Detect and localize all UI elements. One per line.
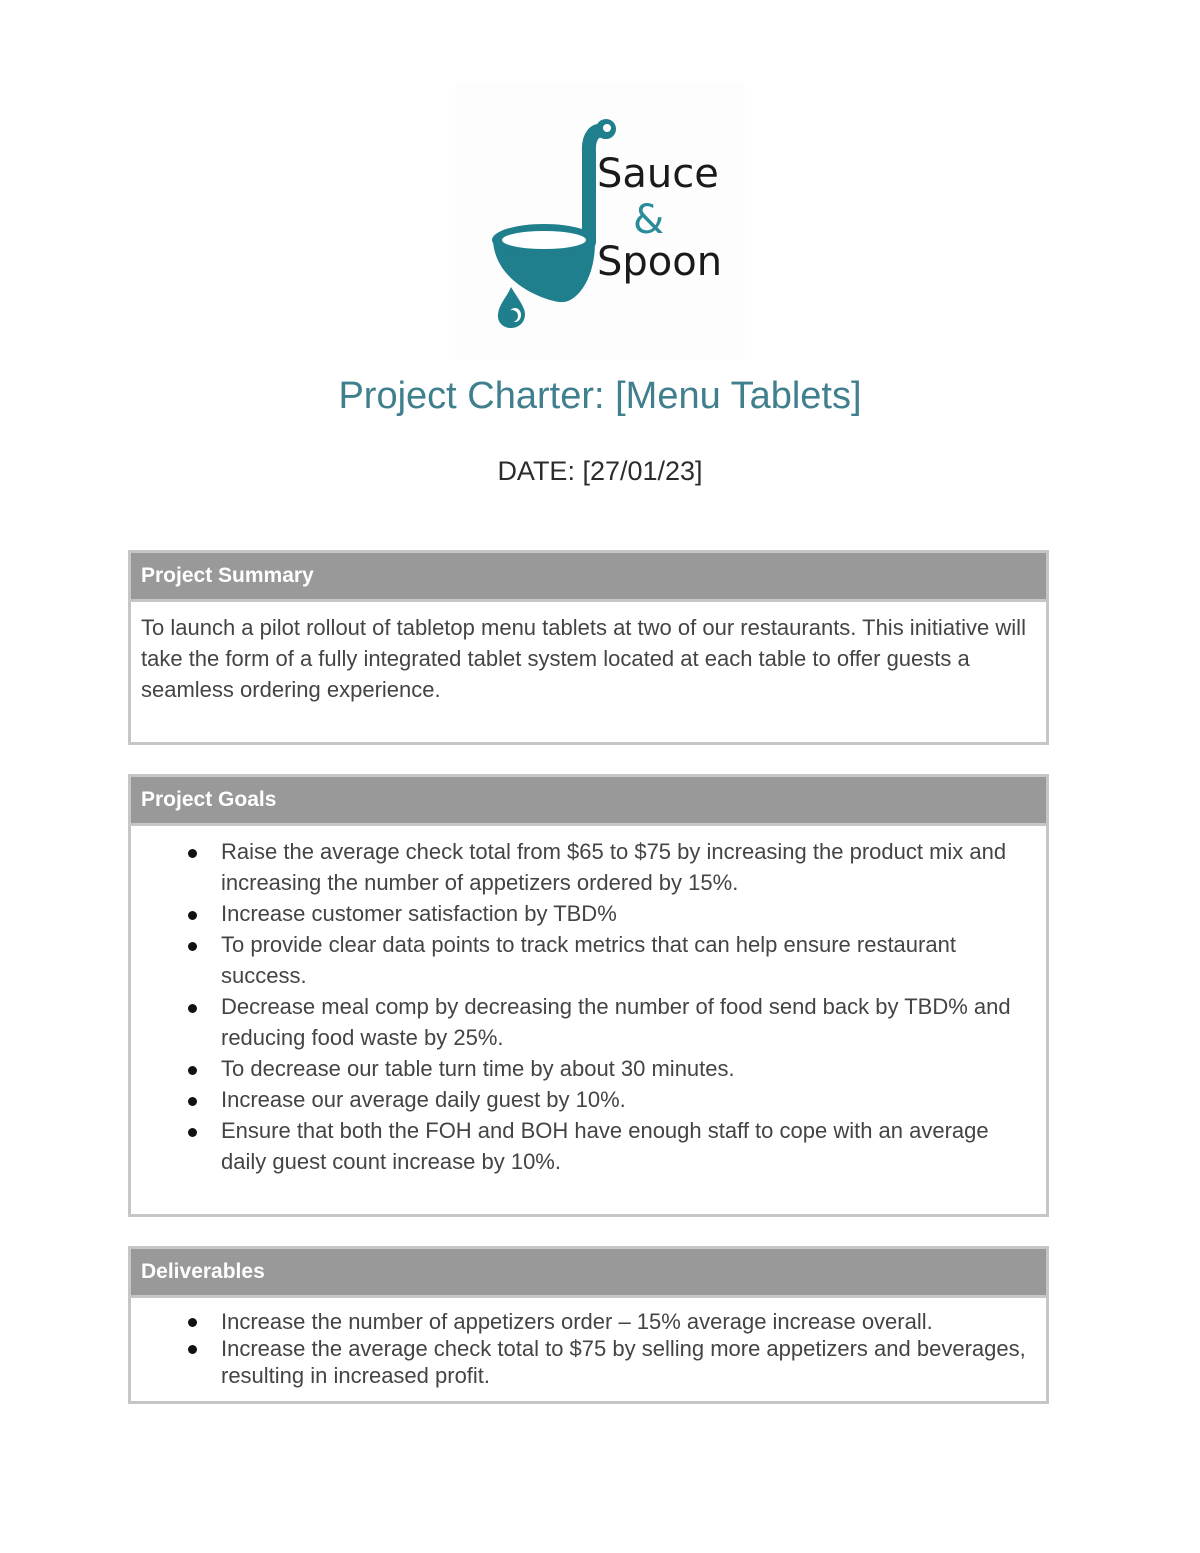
project-summary-text: To launch a pilot rollout of tabletop menu tablets at two of our restaurants. This initiative will take the form of a fully integrated tablet system located at each table to offer guests a seamless ordering experience. [141,615,1026,702]
project-summary-body [131,602,1046,715]
sauce-and-spoon-logo [455,82,745,360]
bullet-icon [188,1097,197,1106]
bullet-icon [188,849,197,858]
project-goals-section [128,774,1049,1217]
bullet-icon [188,942,197,951]
ladle-icon [455,82,745,360]
list-item: Decrease meal comp by decreasing the number of food send back by TBD% and reducing food waste by 25%. [221,991,1036,1053]
bullet-icon [188,911,197,920]
bullet-icon [188,1004,197,1013]
logo-line-spoon: Spoon [597,239,723,285]
bullet-icon [188,1066,197,1075]
list-item: Increase the average check total to $75 by selling more appetizers and beverages, resulting in increased profit. [221,1335,1036,1389]
project-goals-body [131,826,1046,1187]
bullet-icon [188,1128,197,1137]
project-goals-header: Project Goals [131,777,1046,826]
logo-ampersand: & [633,197,665,243]
project-summary-header: Project Summary [131,553,1046,602]
list-item: Ensure that both the FOH and BOH have enough staff to cope with an average daily guest count increase by 10%. [221,1115,1036,1177]
list-item: Increase the number of appetizers order – 15% average increase overall. [221,1308,1036,1335]
list-item: Increase our average daily guest by 10%. [221,1084,1036,1115]
list-item: Raise the average check total from $65 to $75 by increasing the product mix and increasing the number of appetizers ordered by 15%. [221,836,1036,898]
deliverables-header: Deliverables [131,1249,1046,1298]
goals-list [141,836,1036,1177]
document-date: DATE: [27/01/23] [497,456,703,486]
deliverables-section [128,1246,1049,1404]
list-item: Increase customer satisfaction by TBD% [221,898,1036,929]
deliverables-body [131,1298,1046,1399]
list-item: To decrease our table turn time by about 30 minutes. [221,1053,1036,1084]
deliverables-list [141,1308,1036,1389]
project-summary-section [128,550,1049,745]
bullet-icon [188,1318,197,1327]
page-title: Project Charter: [Menu Tablets] [338,375,862,417]
list-item: To provide clear data points to track metrics that can help ensure restaurant success. [221,929,1036,991]
logo-line-sauce: Sauce [597,151,719,197]
bullet-icon [188,1345,197,1354]
